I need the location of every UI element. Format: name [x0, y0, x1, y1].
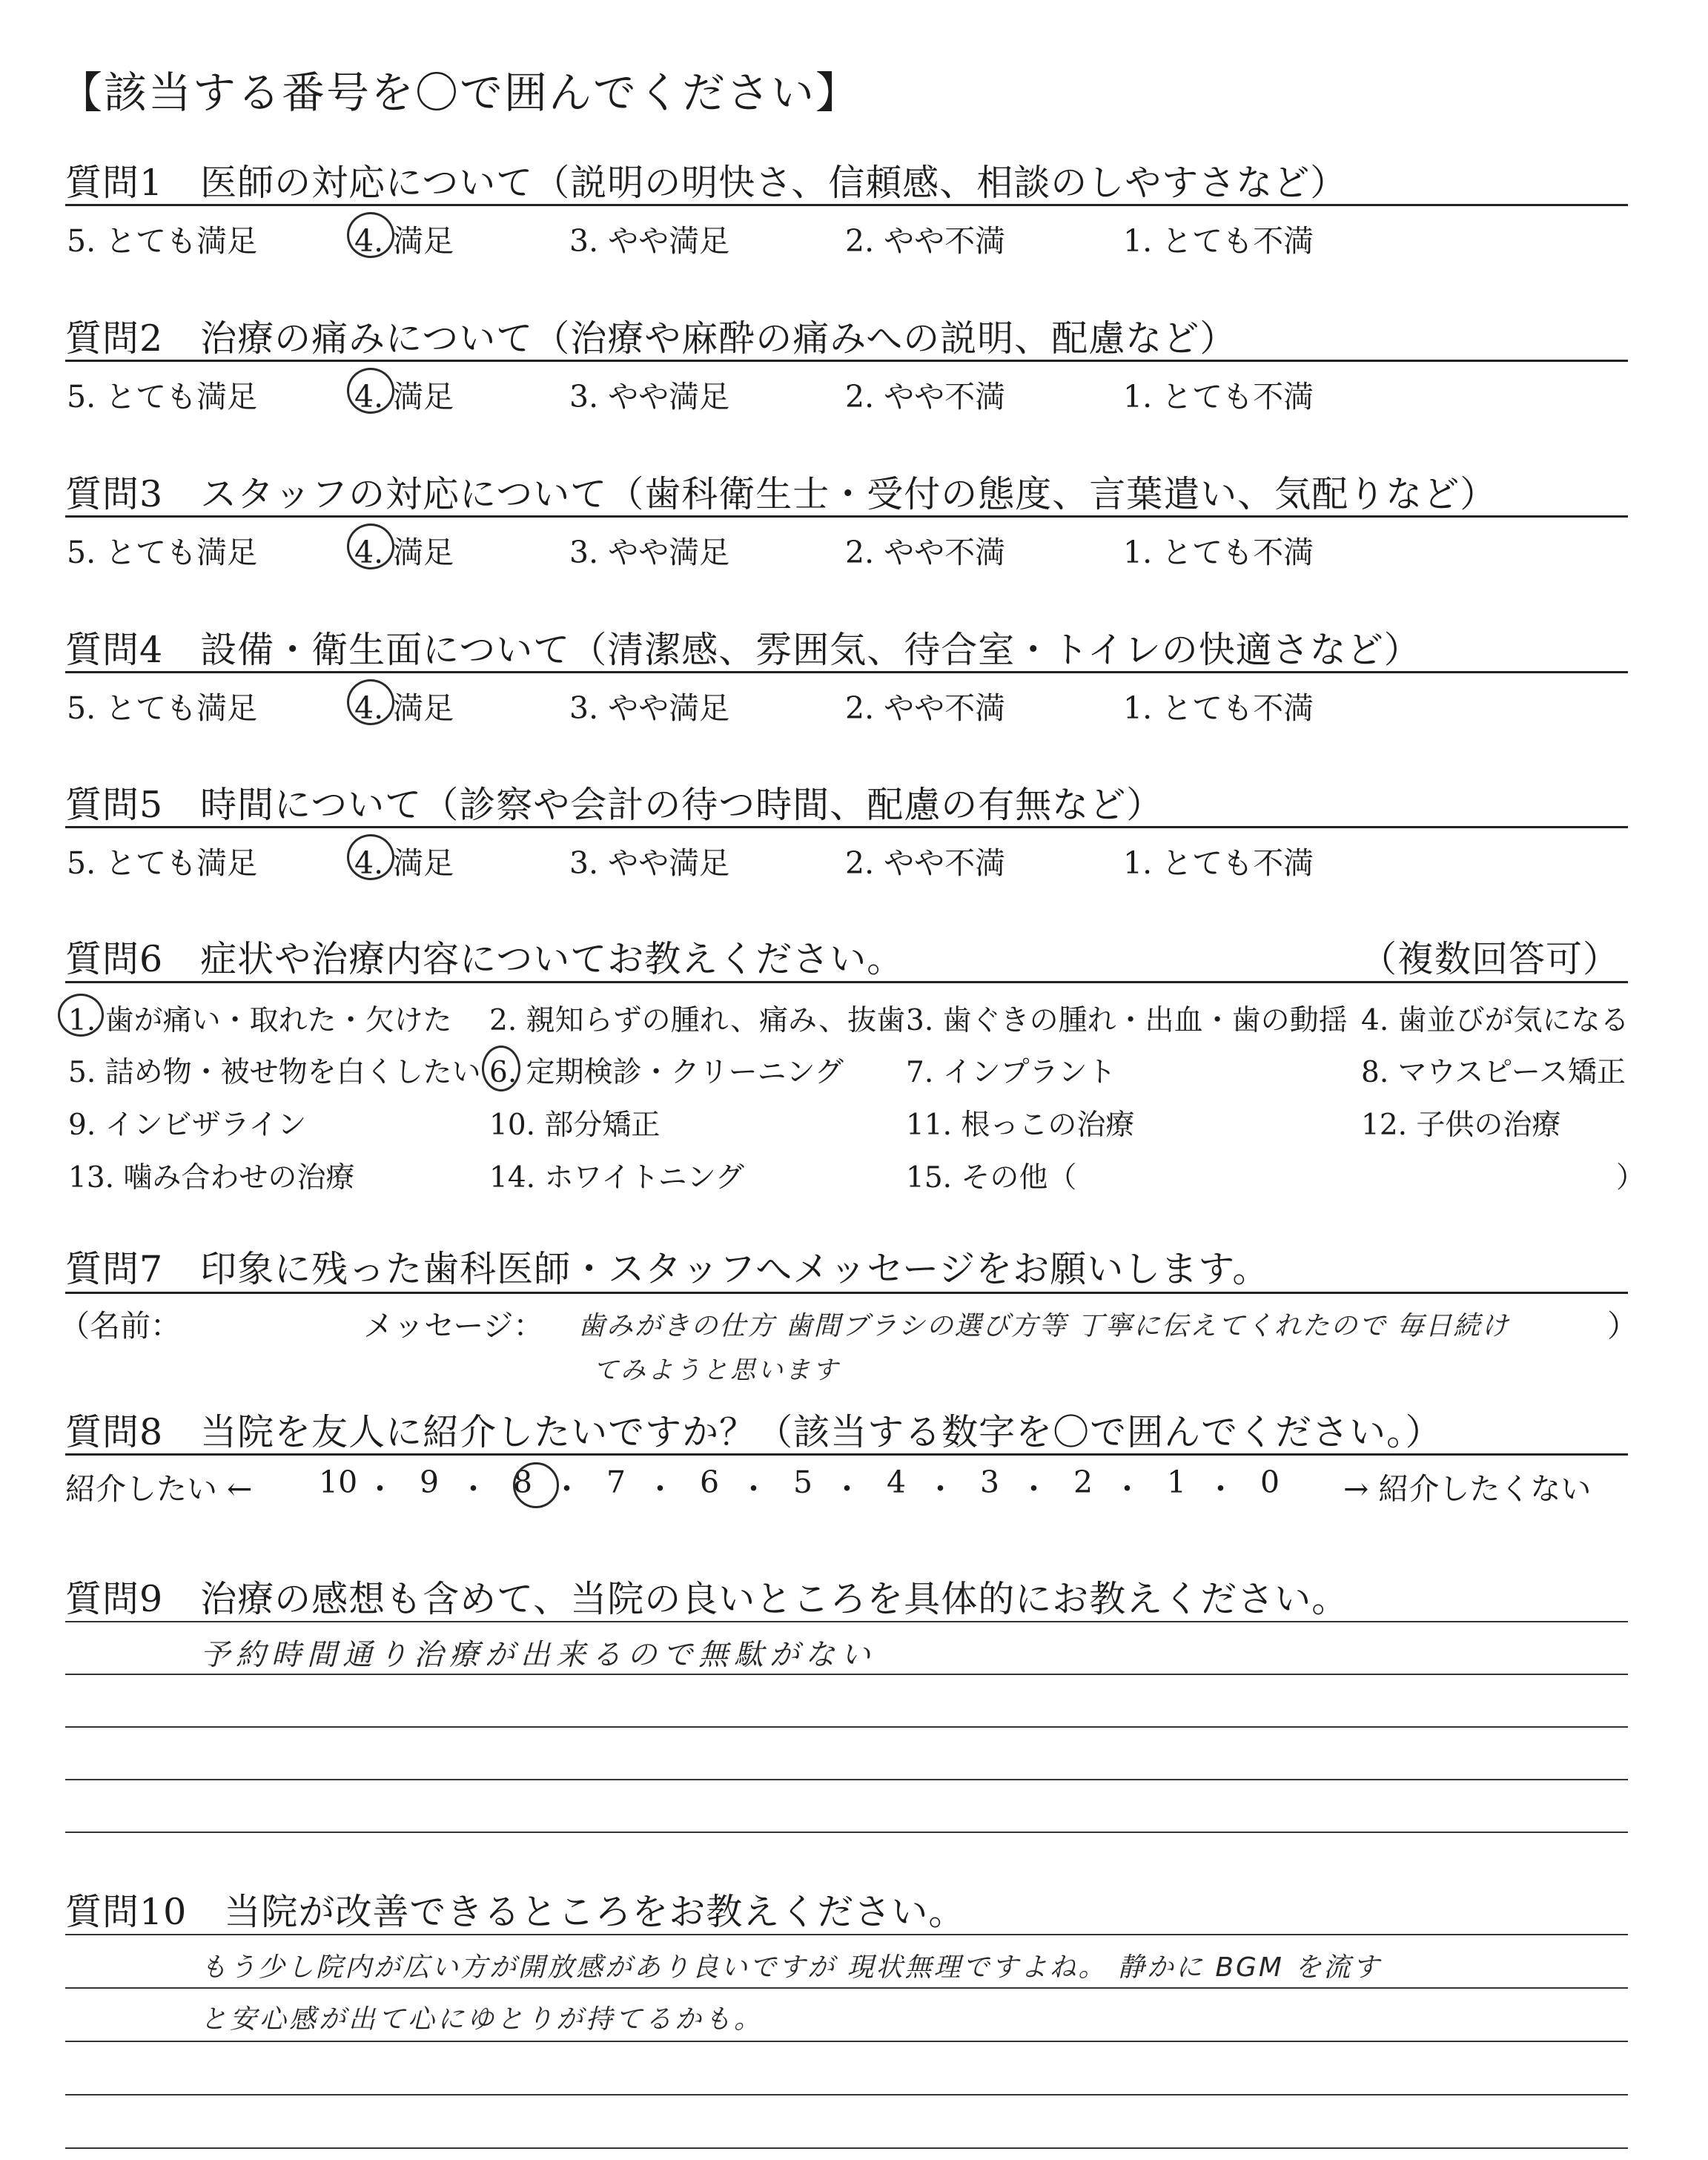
- q8-scale-10[interactable]: 10: [319, 1464, 358, 1500]
- q9-line-4: [65, 1779, 1628, 1780]
- q7-message-label: メッセージ：: [363, 1308, 544, 1344]
- q5-option-3[interactable]: 3. やや満足: [569, 845, 730, 881]
- q3-option-3[interactable]: 3. やや満足: [569, 535, 730, 570]
- q2-underline: [65, 360, 1628, 362]
- q6-selected-circle-6[interactable]: [482, 1046, 520, 1091]
- q10-line-1: [65, 1934, 1628, 1935]
- q7-handwritten-message-line2: てみようと思います: [593, 1355, 840, 1385]
- q5-title: 質問5 時間について（診察や会計の待つ時間、配慮の有無など）: [65, 784, 1164, 826]
- q7-close-paren: ）: [1607, 1308, 1638, 1344]
- q3-option-5[interactable]: 5. とても満足: [67, 535, 258, 570]
- q10-line-3: [65, 2041, 1628, 2042]
- q2-option-4[interactable]: 4. 満足: [354, 379, 454, 415]
- q10-line-5: [65, 2147, 1628, 2149]
- q6-option-2[interactable]: 2. 親知らずの腫れ、痛み、抜歯: [489, 1004, 906, 1037]
- q8-scale-9[interactable]: 9: [420, 1464, 440, 1500]
- q8-scale-1[interactable]: 1: [1167, 1464, 1187, 1500]
- q7-title: 質問7 印象に残った歯科医師・スタッフへメッセージをお願いします。: [65, 1248, 1270, 1290]
- q8-scale-dot: ・: [925, 1471, 956, 1507]
- q8-underline: [65, 1453, 1628, 1456]
- q8-scale-dot: ・: [458, 1471, 489, 1507]
- q6-option-8[interactable]: 8. マウスピース矯正: [1361, 1056, 1626, 1089]
- q8-scale-7[interactable]: 7: [606, 1464, 626, 1500]
- q8-scale-5[interactable]: 5: [793, 1464, 813, 1500]
- q2-selected-circle[interactable]: [347, 368, 394, 414]
- q8-scale-4[interactable]: 4: [887, 1464, 907, 1500]
- q10-handwritten-line1: もう少し院内が広い方が開放感があり良いですが 現状無理ですよね。 静かに BGM を流す: [200, 1952, 1382, 1983]
- instruction-header: 【該当する番号を〇で囲んでください】: [59, 67, 861, 118]
- q2-option-5[interactable]: 5. とても満足: [67, 379, 258, 415]
- q9-line-5: [65, 1832, 1628, 1833]
- q1-option-1[interactable]: 1. とても不満: [1123, 223, 1314, 259]
- q9-title: 質問9 治療の感想も含めて、当院の良いところを具体的にお教えください。: [65, 1578, 1349, 1620]
- q1-option-2[interactable]: 2. やや不満: [845, 223, 1006, 259]
- q6-option-7[interactable]: 7. インプラント: [906, 1056, 1116, 1089]
- q8-scale-6[interactable]: 6: [700, 1464, 720, 1500]
- q5-underline: [65, 826, 1628, 828]
- q5-option-4[interactable]: 4. 満足: [354, 845, 454, 881]
- q8-scale-dot: ・: [1205, 1471, 1236, 1507]
- q5-option-1[interactable]: 1. とても不満: [1123, 845, 1314, 881]
- q1-option-3[interactable]: 3. やや満足: [569, 223, 730, 259]
- q4-underline: [65, 671, 1628, 673]
- q10-line-4: [65, 2094, 1628, 2095]
- q8-scale-dot: ・: [1019, 1471, 1049, 1507]
- q6-note: （複数回答可）: [1360, 938, 1621, 980]
- q10-line-2: [65, 1987, 1628, 1989]
- q8-scale-dot: ・: [552, 1471, 582, 1507]
- q3-option-2[interactable]: 2. やや不満: [845, 535, 1006, 570]
- q9-line-1: [65, 1621, 1628, 1622]
- q9-handwritten-answer: 予約時間通り治療が出来るので無駄がない: [200, 1638, 876, 1672]
- q1-option-5[interactable]: 5. とても満足: [67, 223, 258, 259]
- q6-option-12[interactable]: 12. 子供の治療: [1361, 1109, 1561, 1142]
- q8-right-label: → 紹介したくない: [1343, 1471, 1592, 1507]
- q3-underline: [65, 515, 1628, 518]
- q6-option-10[interactable]: 10. 部分矯正: [489, 1109, 661, 1142]
- q6-option-13[interactable]: 13. 噛み合わせの治療: [68, 1161, 355, 1195]
- q3-option-4[interactable]: 4. 満足: [354, 535, 454, 570]
- q8-scale-dot: ・: [365, 1471, 395, 1507]
- q6-option-3[interactable]: 3. 歯ぐきの腫れ・出血・歯の動揺: [906, 1004, 1348, 1037]
- q2-option-3[interactable]: 3. やや満足: [569, 379, 730, 415]
- q6-option-15[interactable]: 15. その他（: [906, 1161, 1077, 1195]
- q4-option-4[interactable]: 4. 満足: [354, 690, 454, 726]
- q8-scale-8[interactable]: 8: [513, 1464, 533, 1500]
- q8-selected-circle[interactable]: [513, 1462, 559, 1508]
- q6-option-1[interactable]: 1. 歯が痛い・取れた・欠けた: [68, 1004, 452, 1037]
- q6-option-4[interactable]: 4. 歯並びが気になる: [1361, 1004, 1629, 1037]
- q1-selected-circle[interactable]: [347, 212, 394, 258]
- q9-line-3: [65, 1726, 1628, 1728]
- q7-underline: [65, 1292, 1628, 1294]
- q6-option-11[interactable]: 11. 根っこの治療: [906, 1109, 1135, 1142]
- q6-underline: [65, 981, 1628, 983]
- q10-handwritten-line2: と安心感が出て心にゆとりが持てるかも。: [200, 2004, 764, 2035]
- q4-option-5[interactable]: 5. とても満足: [67, 690, 258, 726]
- q5-selected-circle[interactable]: [347, 834, 394, 880]
- q6-other-close-paren: ）: [1616, 1161, 1646, 1195]
- q10-title: 質問10 当院が改善できるところをお教えください。: [65, 1891, 966, 1933]
- q8-scale-dot: ・: [738, 1471, 769, 1507]
- q2-option-2[interactable]: 2. やや不満: [845, 379, 1006, 415]
- q6-option-6[interactable]: 6. 定期検診・クリーニング: [489, 1056, 844, 1089]
- q1-underline: [65, 204, 1628, 206]
- q8-scale-0[interactable]: 0: [1260, 1464, 1280, 1500]
- q1-title: 質問1 医師の対応について（説明の明快さ、信頼感、相談のしやすさなど）: [65, 162, 1348, 204]
- q2-title: 質問2 治療の痛みについて（治療や麻酔の痛みへの説明、配慮など）: [65, 317, 1237, 360]
- q6-title: 質問6 症状や治療内容についてお教えください。: [65, 938, 904, 980]
- q4-option-3[interactable]: 3. やや満足: [569, 690, 730, 726]
- q6-option-5[interactable]: 5. 詰め物・被せ物を白くしたい: [68, 1056, 481, 1089]
- q4-title: 質問4 設備・衛生面について（清潔感、雰囲気、待合室・トイレの快適さなど）: [65, 629, 1421, 671]
- q6-selected-circle-1[interactable]: [58, 994, 104, 1037]
- q3-title: 質問3 スタッフの対応について（歯科衛生士・受付の態度、言葉遣い、気配りなど）: [65, 473, 1497, 515]
- q8-scale-dot: ・: [832, 1471, 862, 1507]
- q6-option-9[interactable]: 9. インビザライン: [68, 1109, 307, 1142]
- q8-scale-dot: ・: [645, 1471, 675, 1507]
- q5-option-2[interactable]: 2. やや不満: [845, 845, 1006, 881]
- q4-option-2[interactable]: 2. やや不満: [845, 690, 1006, 726]
- q8-scale-3[interactable]: 3: [980, 1464, 1000, 1500]
- q8-scale-2[interactable]: 2: [1073, 1464, 1093, 1500]
- q2-option-1[interactable]: 1. とても不満: [1123, 379, 1314, 415]
- q3-selected-circle[interactable]: [347, 524, 394, 569]
- q7-handwritten-message-line1: 歯みがきの仕方 歯間ブラシの選び方等 丁寧に伝えてくれたので 毎日続け: [578, 1311, 1510, 1341]
- q1-option-4[interactable]: 4. 満足: [354, 223, 454, 259]
- q9-line-2: [65, 1674, 1628, 1675]
- q8-scale-dot: ・: [1112, 1471, 1142, 1507]
- q4-option-1[interactable]: 1. とても不満: [1123, 690, 1314, 726]
- q8-title: 質問8 当院を友人に紹介したいですか？（該当する数字を〇で囲んでください。）: [65, 1411, 1443, 1453]
- q4-selected-circle[interactable]: [347, 679, 394, 725]
- q8-left-label: 紹介したい ←: [65, 1471, 253, 1507]
- q5-option-5[interactable]: 5. とても満足: [67, 845, 258, 881]
- q7-name-label: （名前：: [59, 1308, 181, 1344]
- q6-option-14[interactable]: 14. ホワイトニング: [489, 1161, 744, 1195]
- q3-option-1[interactable]: 1. とても不満: [1123, 535, 1314, 570]
